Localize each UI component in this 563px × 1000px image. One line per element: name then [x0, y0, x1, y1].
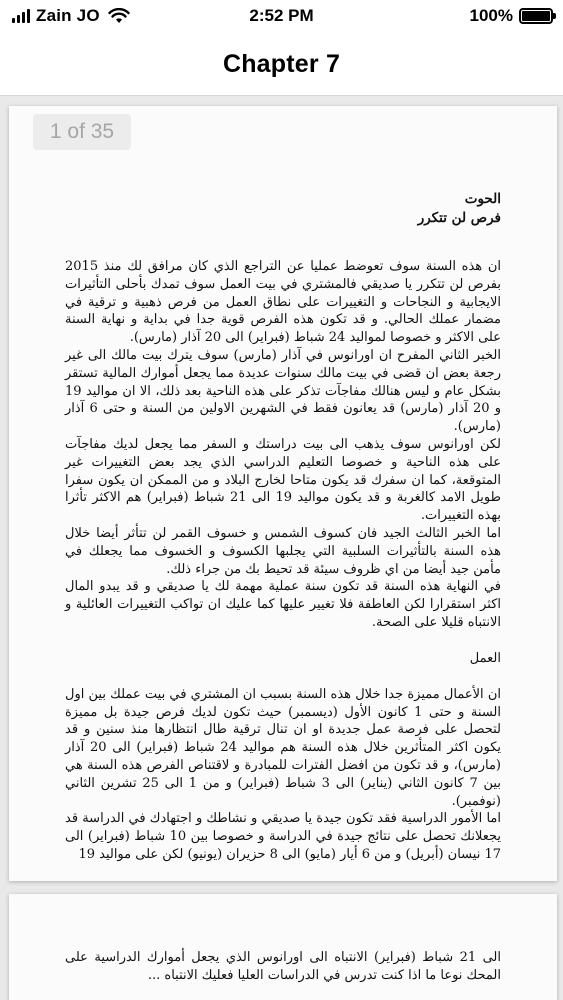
article-subheading: فرص لن تتكرر	[417, 210, 501, 226]
page-indicator: 1 of 35	[33, 114, 131, 150]
battery-icon	[519, 8, 553, 24]
paragraph: لكن اورانوس سوف يذهب الى بيت دراستك و السفر مما يجعل لديك مفاجآت على هذه الناحية و خصوصا التعليم الدراسي الذي يجد بعض التغييرات غير المتوقعة، كما ان سفرك قد يكون متاحا لخارج البلاد و من الممكن ان يكون سفرا طويل الامد كالغربة و قد يكون مواليد 19 الى 21 شباط (فبراير) هم الاكثر تأثرا بهذه التغييرات.	[65, 436, 501, 524]
section-title: العمل	[469, 650, 501, 666]
article-heading: الحوت	[464, 191, 501, 207]
battery-nub	[553, 13, 556, 19]
page-content	[65, 190, 501, 864]
page-content	[65, 949, 501, 985]
document-reader[interactable]	[0, 96, 563, 1000]
status-right	[470, 6, 553, 26]
status-bar	[0, 0, 563, 34]
document-page[interactable]	[9, 106, 557, 881]
document-page-next[interactable]	[9, 894, 557, 1000]
chapter-title: Chapter 7	[222, 50, 341, 78]
carrier-name: Zain JO	[36, 6, 100, 25]
status-time: 2:52 PM	[249, 6, 314, 25]
paragraph: اما الأمور الدراسية فقد تكون جيدة يا صديقي و نشاطك و اجتهادك في الدراسة قد يجعلانك تحصل على نتائج جيدة في الدراسة و خصوصا بين 10 شباط (فبراير) الى 17 نيسان (أبريل) و من 6 أيار (مايو) الى 8 حزيران (يونيو) لكن على مواليد 19	[65, 811, 501, 862]
paragraph: الى 21 شباط (فبراير) الانتباه الى اورانوس الذي يجعل أموارك الدراسية على المحك نوعا ما اذا كنت تدرس في الدراسات العليا فعليك الانتباه ...	[65, 950, 501, 983]
battery-fill	[522, 11, 550, 21]
paragraph: الخبر الثاني المفرح ان اورانوس في آذار (مارس) سوف يترك بيت مالك الى غير رجعة بعض ان قضى في بيت مالك سنوات عديدة مما يجعل أموارك المالية تستقر بشكل عام و ليس هنالك مفاجآت تذكر على هذه الناحية بعد ذلك، الا ان مواليد 19 و 20 آذار (مارس) قد يعانون فقط في الشهرين الاولين من السنة و حتى 6 آذار (مارس).	[65, 347, 501, 435]
paragraph: في النهاية هذه السنة قد تكون سنة عملية مهمة لك يا صديقي و قد يبدو المال اكثر استقرارا لكن العاطفة فلا تغيير عليها كما عليك ان تواكب التغييرات العائلية و الانتباه قليلا على الصحة.	[65, 579, 501, 630]
navigation-bar	[0, 34, 563, 96]
paragraph: ان الأعمال مميزة جدا خلال هذه السنة بسبب ان المشتري في بيت عملك بين اول السنة و حتى 1 كانون الأول (ديسمبر) حيث تكون لديك فرص جيدة بل مميزة لتحصل على فرصة عمل جديدة او ان تنال ترقية طال انتظارها منذ سنين و قد يكون اكثر المتأثرين خلال هذه السنة هم مواليد 24 شباط (فبراير) الى 20 آذار (مارس)، و قد تكون من افضل الفترات للمبادرة و لاقتناص الفرص هذه السنة هي بين 7 كانون الثاني (يناير) الى 3 شباط (فبراير) و من 1 الى 25 تشرين الثاني (نوفمبر).	[65, 686, 501, 809]
paragraph: ان هذه السنة سوف تعوضط عمليا عن التراجع الذي كان مرافق لك منذ 2015 بفرص لن تتكرر يا صديقي فالمشتري في بيت العمل سوف تمدك بأحلى التأثيرات الايجابية و النجاحات و التغييرات على نطاق العمل من فرص ذهبية و ترقية في مضمار عملك الحالي. و قد تكون هذه الفرص قوية جدا في بداية و نهاية السنة على الاكثر و خصوصا لمواليد 24 شباط (فبراير) الى 20 آذار (مارس).	[65, 259, 501, 346]
battery-percent: 100%	[469, 6, 513, 25]
paragraph: اما الخبر الثالث الجيد فان كسوف الشمس و خسوف القمر لن تتأثر أيضا خلال هذه السنة بالتأثيرات السلبية التي يجلبها الكسوف و الخسوف مما يجعلك في مأمن جيد أيضا من اي ظروف سيئة قد تحيط بك من جراء ذلك.	[65, 525, 501, 577]
